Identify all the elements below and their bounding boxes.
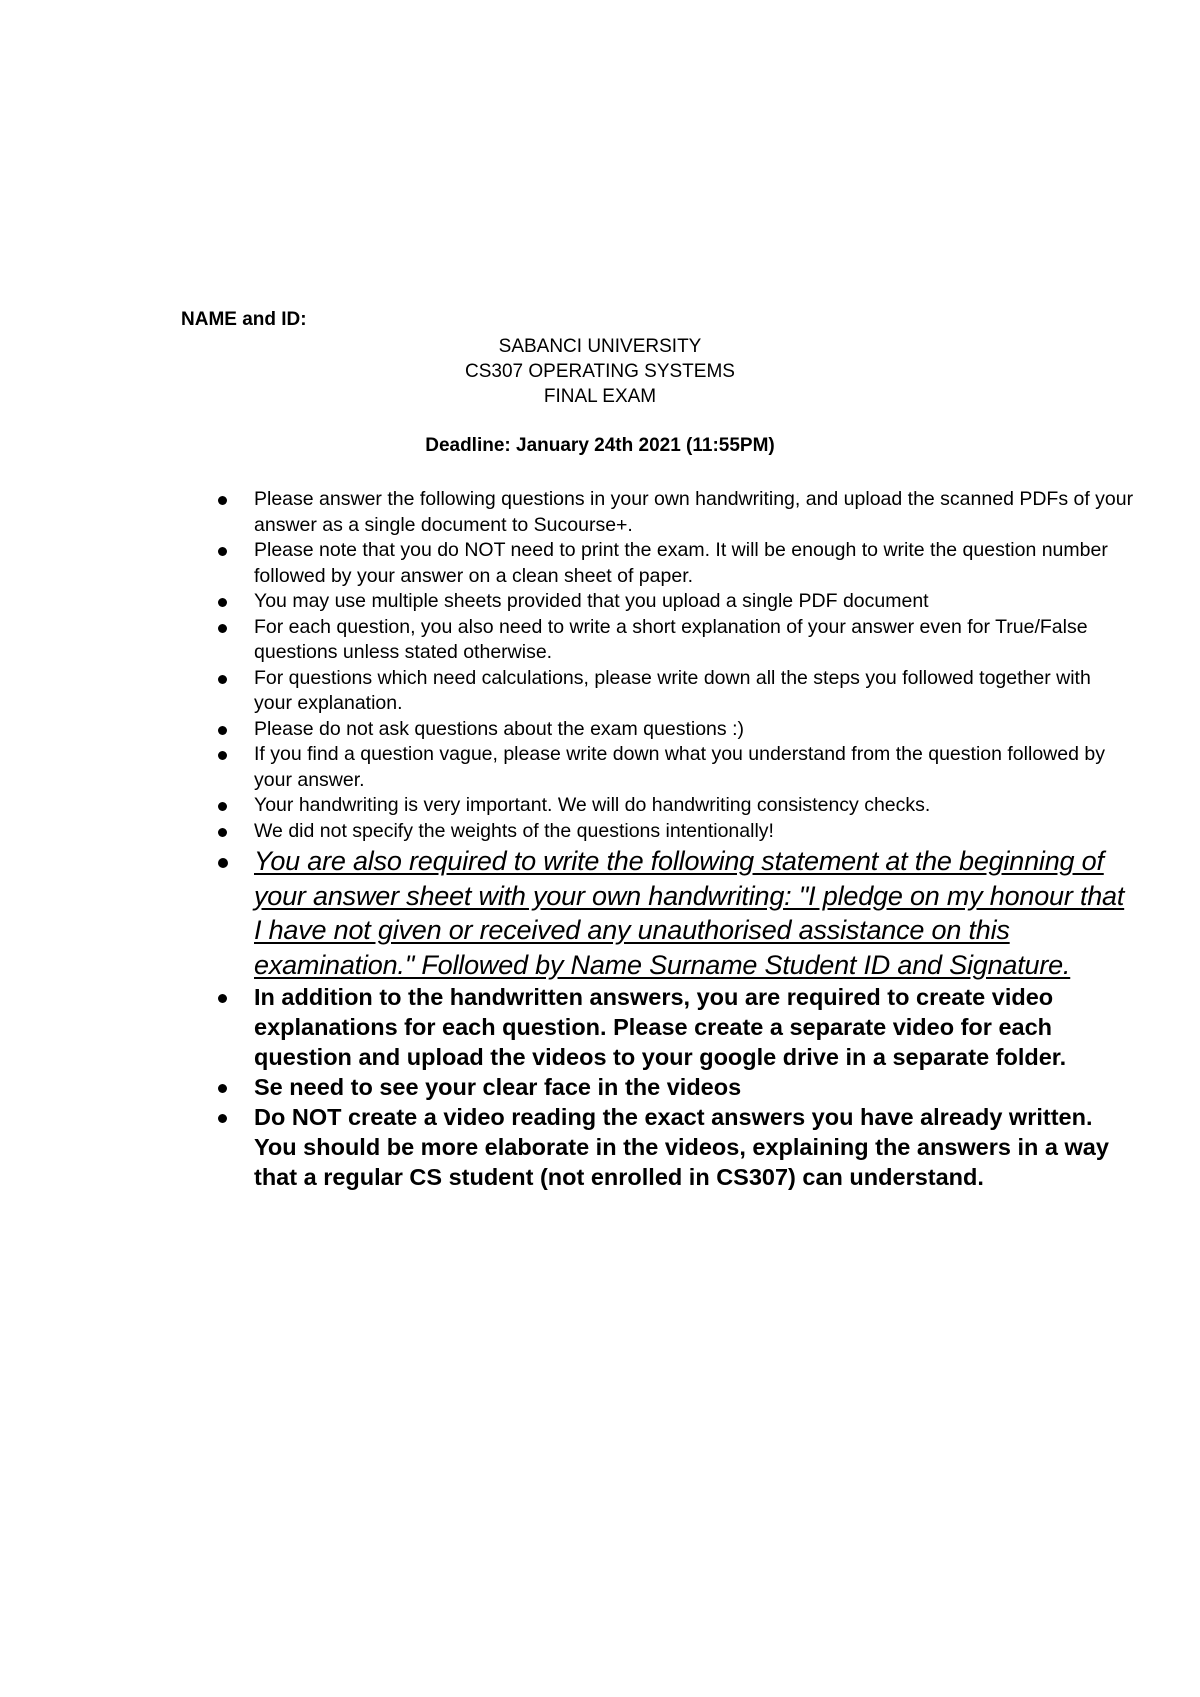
video-instruction: Se need to see your clear face in the videos	[254, 1074, 742, 1100]
instruction-text: Please do not ask questions about the exam questions :)	[254, 717, 744, 740]
list-item	[254, 666, 1134, 717]
list-item	[254, 538, 1134, 589]
bullet-icon	[218, 726, 227, 735]
list-item	[254, 742, 1134, 793]
bullet-icon	[218, 858, 228, 868]
bullet-icon	[218, 598, 227, 607]
bullet-icon	[218, 624, 227, 633]
bullet-icon	[218, 828, 227, 837]
university-title: SABANCI UNIVERSITY	[498, 336, 702, 357]
instruction-text: For each question, you also need to write a short explanation of your answer even for True/False questions unless stated otherwise.	[254, 615, 1088, 663]
bullet-icon	[218, 994, 227, 1003]
bullet-icon	[218, 547, 227, 556]
list-item	[254, 982, 1134, 1072]
list-item	[254, 1072, 1134, 1102]
bullet-icon	[218, 675, 227, 684]
instructions-list	[254, 487, 1134, 1192]
course-title: CS307 OPERATING SYSTEMS	[465, 361, 735, 382]
instruction-text: For questions which need calculations, please write down all the steps you followed together with your explanation.	[254, 666, 1091, 714]
video-instruction: In addition to the handwritten answers, you are required to create video explanations for each question. Please create a separate video for each question and upload the videos to your google drive in a separate folder.	[254, 984, 1067, 1070]
exam-header	[0, 334, 1200, 409]
list-item	[254, 793, 1134, 819]
pledge-statement: You are also required to write the following statement at the beginning of your answer sheet with your own handwriting: "I pledge on my honour that I have not given or received any unauthorised assistance on this examination." Followed by Name Surname Student ID and Signature.	[254, 846, 1125, 980]
bullet-icon	[218, 496, 227, 505]
bullet-icon	[218, 751, 227, 760]
list-item	[254, 717, 1134, 743]
video-instruction: Do NOT create a video reading the exact answers you have already written. You should be more elaborate in the videos, explaining the answers in a way that a regular CS student (not enrolled in CS307) can understand.	[254, 1104, 1109, 1190]
bullet-icon	[218, 802, 227, 811]
list-item	[254, 1102, 1134, 1192]
list-item	[254, 819, 1134, 845]
instruction-text: Your handwriting is very important. We will do handwriting consistency checks.	[254, 794, 931, 816]
exam-title: FINAL EXAM	[543, 386, 657, 407]
list-item	[254, 589, 1134, 615]
list-item	[254, 487, 1134, 538]
instruction-text: Please answer the following questions in your own handwriting, and upload the scanned PDFs of your answer as a single document to Sucourse+.	[254, 488, 1134, 536]
instruction-text: You may use multiple sheets provided that you upload a single PDF document	[254, 590, 929, 612]
deadline: Deadline: January 24th 2021 (11:55PM)	[425, 435, 775, 456]
list-item	[254, 615, 1134, 666]
instruction-text: Please note that you do NOT need to print the exam. It will be enough to write the question number followed by your answer on a clean sheet of paper.	[254, 539, 1108, 587]
name-id-label: NAME and ID:	[181, 309, 307, 330]
bullet-icon	[218, 1084, 227, 1093]
pledge-item	[254, 844, 1134, 982]
instruction-text: If you find a question vague, please write down what you understand from the question followed by your answer.	[254, 743, 1105, 791]
bullet-icon	[218, 1114, 227, 1123]
instruction-text: We did not specify the weights of the questions intentionally!	[254, 819, 774, 842]
